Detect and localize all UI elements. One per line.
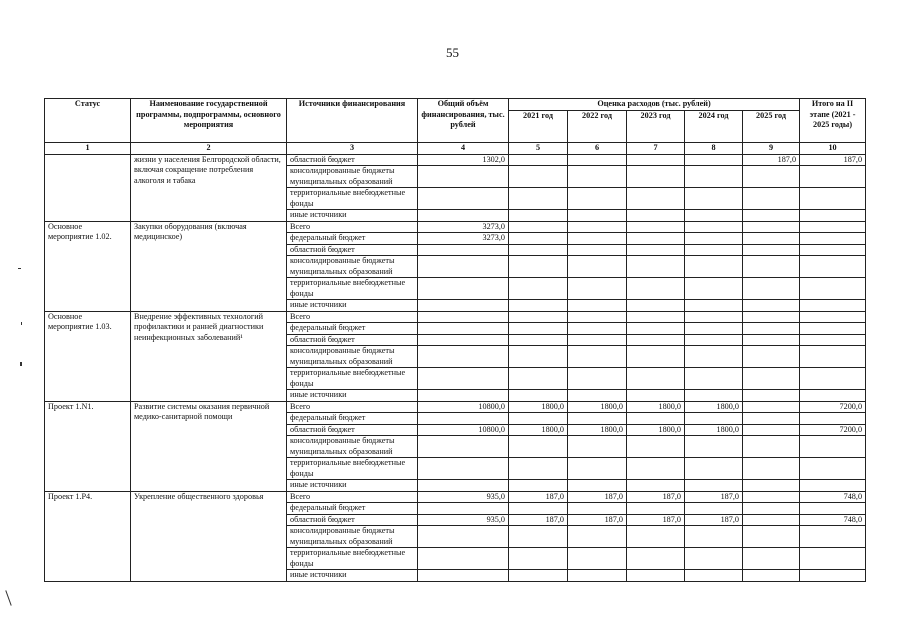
year-value-cell xyxy=(509,503,568,515)
total-cell: 10800,0 xyxy=(418,401,509,413)
year-value-cell xyxy=(743,166,800,188)
header-status: Статус xyxy=(45,99,131,143)
year-value-cell xyxy=(568,346,627,368)
source-cell: областной бюджет xyxy=(287,154,418,166)
year-value-cell: 187,0 xyxy=(685,491,743,503)
year-value-cell xyxy=(685,458,743,480)
result-cell xyxy=(800,413,866,425)
year-value-cell xyxy=(509,346,568,368)
year-value-cell xyxy=(568,311,627,323)
total-cell xyxy=(418,300,509,312)
header-result: Итого на II этапе (2021 - 2025 годы) xyxy=(800,99,866,143)
result-cell: 748,0 xyxy=(800,514,866,526)
year-value-cell xyxy=(627,526,685,548)
total-cell: 3273,0 xyxy=(418,221,509,233)
source-cell: консолидированные бюджеты муниципальных образований xyxy=(287,346,418,368)
year-value-cell xyxy=(685,278,743,300)
year-value-cell xyxy=(743,256,800,278)
year-value-cell xyxy=(743,300,800,312)
year-value-cell xyxy=(627,548,685,570)
source-cell: консолидированные бюджеты муниципальных образований xyxy=(287,526,418,548)
status-cell: Проект 1.N1. xyxy=(45,401,131,491)
year-value-cell xyxy=(685,210,743,222)
year-value-cell xyxy=(509,188,568,210)
total-cell xyxy=(418,458,509,480)
year-value-cell xyxy=(685,188,743,210)
year-value-cell xyxy=(627,368,685,390)
column-number: 4 xyxy=(418,143,509,155)
year-value-cell xyxy=(627,570,685,582)
year-value-cell xyxy=(627,154,685,166)
year-value-cell xyxy=(568,278,627,300)
year-value-cell xyxy=(568,503,627,515)
year-value-cell xyxy=(568,233,627,245)
year-value-cell xyxy=(509,244,568,256)
source-cell: федеральный бюджет xyxy=(287,413,418,425)
year-value-cell xyxy=(743,188,800,210)
year-value-cell xyxy=(685,244,743,256)
status-cell: Основное мероприятие 1.03. xyxy=(45,311,131,401)
year-value-cell xyxy=(743,334,800,346)
year-value-cell xyxy=(627,413,685,425)
year-value-cell: 1800,0 xyxy=(685,401,743,413)
result-cell: 748,0 xyxy=(800,491,866,503)
result-cell xyxy=(800,188,866,210)
year-value-cell xyxy=(509,221,568,233)
source-cell: иные источники xyxy=(287,570,418,582)
year-value-cell xyxy=(685,390,743,402)
year-value-cell xyxy=(743,233,800,245)
year-value-cell xyxy=(509,256,568,278)
year-value-cell: 1800,0 xyxy=(509,424,568,436)
year-value-cell xyxy=(743,390,800,402)
year-value-cell xyxy=(743,491,800,503)
year-value-cell xyxy=(743,458,800,480)
year-value-cell xyxy=(627,334,685,346)
source-cell: консолидированные бюджеты муниципальных образований xyxy=(287,256,418,278)
year-value-cell xyxy=(685,570,743,582)
year-value-cell: 1800,0 xyxy=(568,424,627,436)
year-value-cell xyxy=(685,526,743,548)
year-value-cell xyxy=(509,390,568,402)
year-value-cell xyxy=(743,413,800,425)
year-value-cell xyxy=(627,221,685,233)
column-number: 6 xyxy=(568,143,627,155)
year-value-cell xyxy=(568,413,627,425)
year-value-cell xyxy=(627,188,685,210)
result-cell xyxy=(800,210,866,222)
column-number: 7 xyxy=(627,143,685,155)
source-cell: областной бюджет xyxy=(287,514,418,526)
year-value-cell xyxy=(568,334,627,346)
year-value-cell xyxy=(685,368,743,390)
result-cell: 187,0 xyxy=(800,154,866,166)
result-cell xyxy=(800,244,866,256)
year-value-cell xyxy=(568,458,627,480)
total-cell xyxy=(418,278,509,300)
year-value-cell xyxy=(743,368,800,390)
year-value-cell xyxy=(568,256,627,278)
result-cell xyxy=(800,166,866,188)
year-value-cell: 1800,0 xyxy=(627,424,685,436)
result-cell xyxy=(800,503,866,515)
year-value-cell xyxy=(568,436,627,458)
year-value-cell xyxy=(743,514,800,526)
header-year: 2022 год xyxy=(568,111,627,143)
year-value-cell xyxy=(743,526,800,548)
source-cell: областной бюджет xyxy=(287,334,418,346)
year-value-cell xyxy=(685,334,743,346)
year-value-cell xyxy=(685,436,743,458)
year-value-cell xyxy=(743,323,800,335)
total-cell xyxy=(418,188,509,210)
result-cell xyxy=(800,300,866,312)
year-value-cell: 1800,0 xyxy=(568,401,627,413)
year-value-cell xyxy=(509,334,568,346)
source-cell: федеральный бюджет xyxy=(287,503,418,515)
source-cell: иные источники xyxy=(287,480,418,492)
year-value-cell xyxy=(568,390,627,402)
source-cell: консолидированные бюджеты муниципальных образований xyxy=(287,166,418,188)
column-number-row xyxy=(45,143,866,155)
year-value-cell xyxy=(509,311,568,323)
year-value-cell xyxy=(743,548,800,570)
year-value-cell xyxy=(743,436,800,458)
year-value-cell xyxy=(509,368,568,390)
year-value-cell xyxy=(743,503,800,515)
source-cell: иные источники xyxy=(287,300,418,312)
total-cell xyxy=(418,526,509,548)
year-value-cell xyxy=(568,480,627,492)
total-cell xyxy=(418,413,509,425)
year-value-cell xyxy=(685,346,743,368)
year-value-cell xyxy=(743,570,800,582)
year-value-cell xyxy=(685,233,743,245)
year-value-cell xyxy=(568,210,627,222)
year-value-cell xyxy=(743,221,800,233)
result-cell xyxy=(800,570,866,582)
result-cell xyxy=(800,233,866,245)
column-number: 1 xyxy=(45,143,131,155)
status-cell xyxy=(45,154,131,221)
table-row xyxy=(45,491,866,503)
year-value-cell: 1800,0 xyxy=(509,401,568,413)
year-value-cell: 1800,0 xyxy=(627,401,685,413)
source-cell: иные источники xyxy=(287,210,418,222)
column-number: 8 xyxy=(685,143,743,155)
year-value-cell xyxy=(568,570,627,582)
year-value-cell: 187,0 xyxy=(627,514,685,526)
source-cell: территориальные внебюджетные фонды xyxy=(287,188,418,210)
header-year: 2023 год xyxy=(627,111,685,143)
year-value-cell xyxy=(743,278,800,300)
year-value-cell xyxy=(685,480,743,492)
total-cell xyxy=(418,323,509,335)
year-value-cell xyxy=(685,323,743,335)
total-cell: 935,0 xyxy=(418,514,509,526)
year-value-cell: 187,0 xyxy=(627,491,685,503)
source-cell: областной бюджет xyxy=(287,244,418,256)
program-name-cell: Закупки оборудования (включая медицинское) xyxy=(131,221,287,311)
result-cell xyxy=(800,323,866,335)
result-cell xyxy=(800,548,866,570)
column-number: 5 xyxy=(509,143,568,155)
year-value-cell xyxy=(743,244,800,256)
year-value-cell xyxy=(627,233,685,245)
program-name-cell: Укрепление общественного здоровья xyxy=(131,491,287,581)
financing-table xyxy=(44,98,866,582)
year-value-cell xyxy=(509,166,568,188)
year-value-cell xyxy=(685,221,743,233)
scan-speck xyxy=(5,590,11,605)
year-value-cell xyxy=(568,548,627,570)
source-cell: Всего xyxy=(287,491,418,503)
result-cell xyxy=(800,256,866,278)
year-value-cell xyxy=(685,300,743,312)
total-cell xyxy=(418,334,509,346)
year-value-cell xyxy=(568,221,627,233)
year-value-cell xyxy=(568,323,627,335)
year-value-cell: 187,0 xyxy=(509,514,568,526)
header-year: 2024 год xyxy=(685,111,743,143)
total-cell xyxy=(418,548,509,570)
scan-speck xyxy=(21,322,22,325)
year-value-cell xyxy=(627,300,685,312)
result-cell: 7200,0 xyxy=(800,401,866,413)
year-value-cell xyxy=(627,458,685,480)
year-value-cell xyxy=(568,166,627,188)
header-sources: Источники финансирования xyxy=(287,99,418,143)
total-cell xyxy=(418,244,509,256)
source-cell: консолидированные бюджеты муниципальных образований xyxy=(287,436,418,458)
result-cell xyxy=(800,334,866,346)
year-value-cell xyxy=(568,300,627,312)
year-value-cell xyxy=(743,401,800,413)
year-value-cell xyxy=(568,188,627,210)
year-value-cell xyxy=(509,570,568,582)
result-cell xyxy=(800,346,866,368)
program-name-cell: жизни у населения Белгородской области, включая сокращение потребления алкоголя и табака xyxy=(131,154,287,221)
year-value-cell xyxy=(568,154,627,166)
year-value-cell: 187,0 xyxy=(685,514,743,526)
year-value-cell xyxy=(627,436,685,458)
result-cell xyxy=(800,368,866,390)
year-value-cell: 187,0 xyxy=(568,491,627,503)
year-value-cell xyxy=(509,323,568,335)
year-value-cell: 187,0 xyxy=(509,491,568,503)
year-value-cell xyxy=(743,210,800,222)
header-year: 2025 год xyxy=(743,111,800,143)
table-row xyxy=(45,221,866,233)
year-value-cell xyxy=(568,244,627,256)
total-cell xyxy=(418,570,509,582)
result-cell xyxy=(800,480,866,492)
table-body xyxy=(45,154,866,581)
year-value-cell xyxy=(685,548,743,570)
result-cell xyxy=(800,436,866,458)
program-name-cell: Внедрение эффективных технологий профилактики и ранней диагностики неинфекционных заболеваний¹ xyxy=(131,311,287,401)
header-year: 2021 год xyxy=(509,111,568,143)
scan-speck xyxy=(18,268,21,269)
page-number: 55 xyxy=(446,45,459,60)
total-cell xyxy=(418,166,509,188)
result-cell xyxy=(800,526,866,548)
year-value-cell xyxy=(627,323,685,335)
scan-speck xyxy=(20,362,22,366)
total-cell: 3273,0 xyxy=(418,233,509,245)
source-cell: иные источники xyxy=(287,390,418,402)
year-value-cell xyxy=(685,311,743,323)
year-value-cell xyxy=(509,413,568,425)
year-value-cell xyxy=(509,480,568,492)
column-number: 2 xyxy=(131,143,287,155)
result-cell xyxy=(800,458,866,480)
column-number: 9 xyxy=(743,143,800,155)
year-value-cell xyxy=(743,346,800,368)
status-cell: Основное мероприятие 1.02. xyxy=(45,221,131,311)
total-cell: 10800,0 xyxy=(418,424,509,436)
header-name: Наименование государственной программы, подпрограммы, основного мероприятия xyxy=(131,99,287,143)
result-cell xyxy=(800,311,866,323)
year-value-cell xyxy=(627,311,685,323)
year-value-cell xyxy=(627,346,685,368)
year-value-cell xyxy=(627,278,685,300)
source-cell: федеральный бюджет xyxy=(287,233,418,245)
year-value-cell xyxy=(743,311,800,323)
result-cell xyxy=(800,221,866,233)
program-name-cell: Развитие системы оказания первичной медико-санитарной помощи xyxy=(131,401,287,491)
year-value-cell xyxy=(509,300,568,312)
year-value-cell xyxy=(627,166,685,188)
total-cell: 935,0 xyxy=(418,491,509,503)
total-cell xyxy=(418,346,509,368)
year-value-cell xyxy=(627,480,685,492)
total-cell xyxy=(418,311,509,323)
source-cell: территориальные внебюджетные фонды xyxy=(287,548,418,570)
source-cell: федеральный бюджет xyxy=(287,323,418,335)
year-value-cell xyxy=(509,526,568,548)
source-cell: Всего xyxy=(287,221,418,233)
year-value-cell xyxy=(509,278,568,300)
header-estimate: Оценка расходов (тыс. рублей) xyxy=(509,99,800,111)
year-value-cell xyxy=(568,368,627,390)
year-value-cell xyxy=(509,154,568,166)
source-cell: Всего xyxy=(287,401,418,413)
source-cell: областной бюджет xyxy=(287,424,418,436)
year-value-cell xyxy=(627,256,685,278)
year-value-cell: 1800,0 xyxy=(685,424,743,436)
year-value-cell xyxy=(685,256,743,278)
year-value-cell xyxy=(509,458,568,480)
total-cell xyxy=(418,256,509,278)
table-row xyxy=(45,311,866,323)
year-value-cell xyxy=(743,424,800,436)
year-value-cell xyxy=(627,210,685,222)
source-cell: территориальные внебюджетные фонды xyxy=(287,458,418,480)
result-cell: 7200,0 xyxy=(800,424,866,436)
year-value-cell xyxy=(685,503,743,515)
total-cell xyxy=(418,503,509,515)
header-total: Общий объём финансирования, тыс. рублей xyxy=(418,99,509,143)
source-cell: Всего xyxy=(287,311,418,323)
year-value-cell xyxy=(509,436,568,458)
year-value-cell xyxy=(627,244,685,256)
year-value-cell xyxy=(509,210,568,222)
table-row xyxy=(45,154,866,166)
year-value-cell xyxy=(743,480,800,492)
total-cell xyxy=(418,436,509,458)
year-value-cell xyxy=(627,390,685,402)
column-number: 10 xyxy=(800,143,866,155)
year-value-cell: 187,0 xyxy=(568,514,627,526)
total-cell: 1302,0 xyxy=(418,154,509,166)
source-cell: территориальные внебюджетные фонды xyxy=(287,278,418,300)
year-value-cell xyxy=(685,166,743,188)
year-value-cell xyxy=(509,548,568,570)
status-cell: Проект 1.P4. xyxy=(45,491,131,581)
source-cell: территориальные внебюджетные фонды xyxy=(287,368,418,390)
year-value-cell xyxy=(509,233,568,245)
total-cell xyxy=(418,368,509,390)
year-value-cell: 187,0 xyxy=(743,154,800,166)
column-number: 3 xyxy=(287,143,418,155)
result-cell xyxy=(800,278,866,300)
total-cell xyxy=(418,390,509,402)
table-row xyxy=(45,401,866,413)
total-cell xyxy=(418,210,509,222)
year-value-cell xyxy=(685,154,743,166)
total-cell xyxy=(418,480,509,492)
result-cell xyxy=(800,390,866,402)
year-value-cell xyxy=(627,503,685,515)
year-value-cell xyxy=(568,526,627,548)
year-value-cell xyxy=(685,413,743,425)
